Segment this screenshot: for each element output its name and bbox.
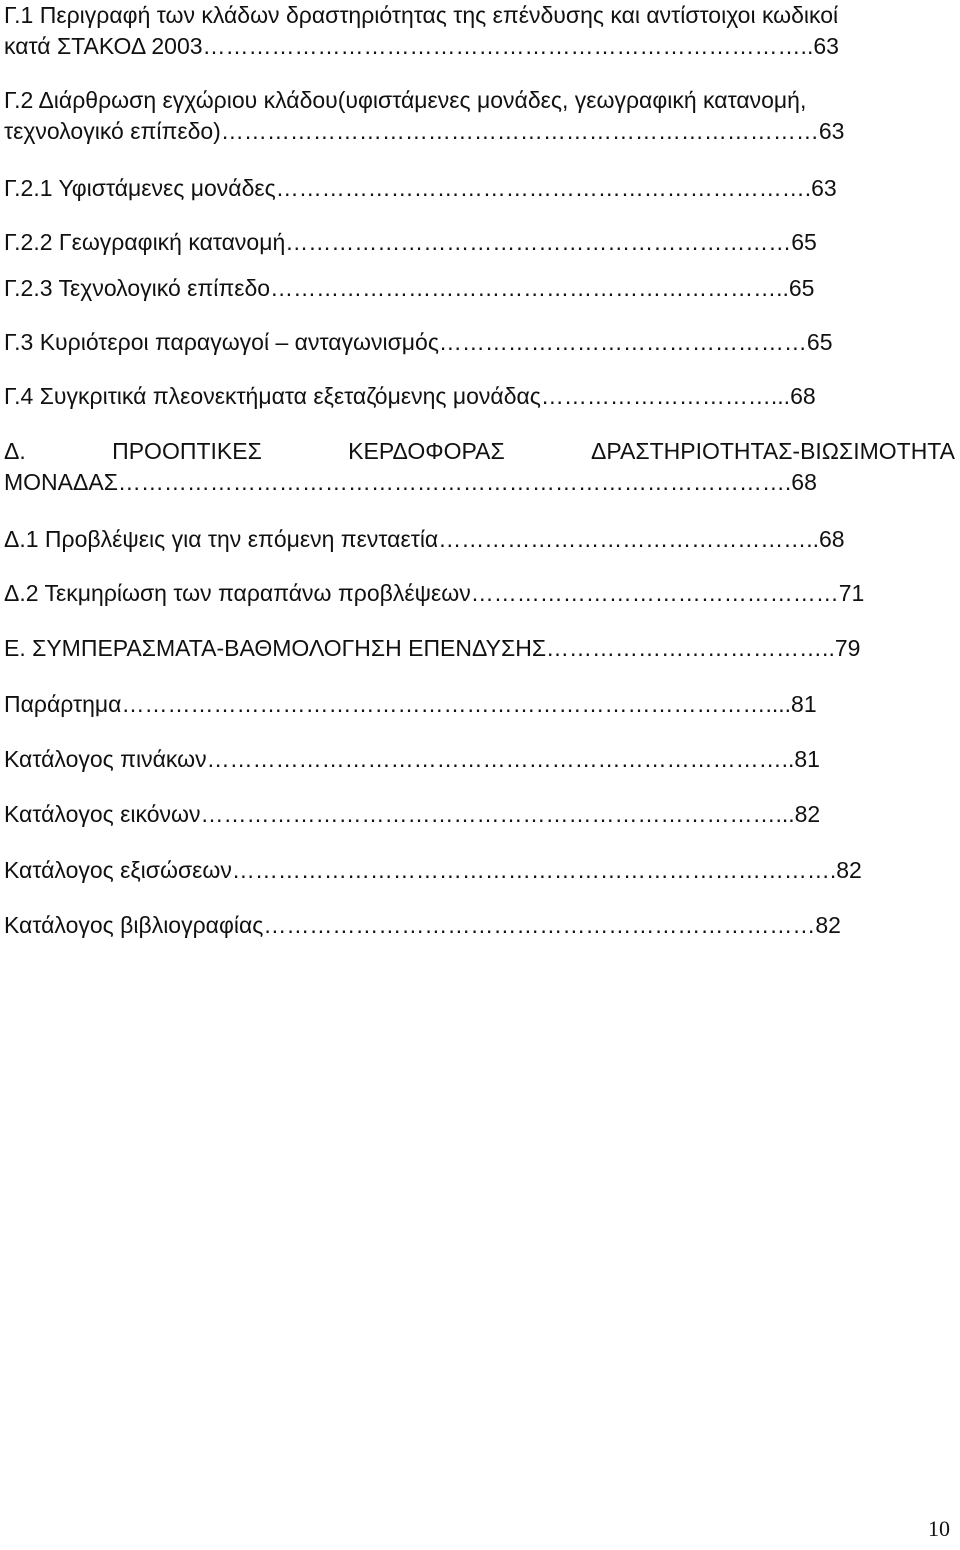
toc-entry-part: ΚΕΡΔΟΦΟΡΑΣ [348,438,505,464]
toc-entry: κατά ΣΤΑΚΟΔ 2003……………………………………………………………………..63 [4,33,839,59]
toc-entry: Γ.1 Περιγραφή των κλάδων δραστηριότητας της επένδυσης και αντίστοιχοι κωδικοί [4,2,839,28]
toc-entry: Κατάλογος εικόνων…………………………………………………………………...82 [4,801,821,827]
toc-entry: Γ.2.2 Γεωγραφική κατανομή…………………………………………………………65 [4,229,817,255]
page-number: 10 [928,1516,950,1541]
toc-entry: Κατάλογος βιβλιογραφίας………………………………………………………………82 [4,912,841,938]
toc-entry: Κατάλογος εξισώσεων…………………………………………………………………….82 [4,857,862,883]
toc-entry: Δ.1 Προβλέψεις για την επόμενη πενταετία…………………………………………..68 [4,526,845,552]
toc-entry-part: ΔΡΑΣΤΗΡΙΟΤΗΤΑΣ-ΒΙΩΣΙΜΟΤΗΤΑ [591,438,955,464]
toc-entry-justified [4,436,955,466]
toc-entry: Γ.2.1 Υφιστάμενες μονάδες…………………………………………………………….63 [4,175,837,201]
toc-entry: Ε. ΣΥΜΠΕΡΑΣΜΑΤΑ-ΒΑΘΜΟΛΟΓΗΣΗ ΕΠΕΝΔΥΣΗΣ………………………………..79 [4,635,861,661]
toc-entry: Γ.2.3 Τεχνολογικό επίπεδο…………………………………………………………..65 [4,275,815,301]
toc-entry: ΜΟΝΑΔΑΣ…………………………………………………………………………….68 [4,469,817,495]
toc-entry: Παράρτημα…………………………………………………………………………....81 [4,691,817,717]
toc-entry-part: Δ. [4,438,26,464]
toc-entry: Γ.4 Συγκριτικά πλεονεκτήματα εξεταζόμενης μονάδας…………………………...68 [4,383,816,409]
toc-entry-part: ΠΡΟΟΠΤΙΚΕΣ [112,438,262,464]
toc-entry: Γ.3 Κυριότεροι παραγωγοί – ανταγωνισμός…………………………………………65 [4,329,833,355]
toc-entry: τεχνολογικό επίπεδο)……………………………………………………………………63 [4,118,845,144]
toc-entry: Γ.2 Διάρθρωση εγχώριου κλάδου(υφιστάμενες μονάδες, γεωγραφική κατανομή, [4,87,807,113]
toc-entry: Κατάλογος πινάκων…………………………………………………………………..81 [4,746,820,772]
toc-entry: Δ.2 Τεκμηρίωση των παραπάνω προβλέψεων…………………………………………71 [4,580,865,606]
